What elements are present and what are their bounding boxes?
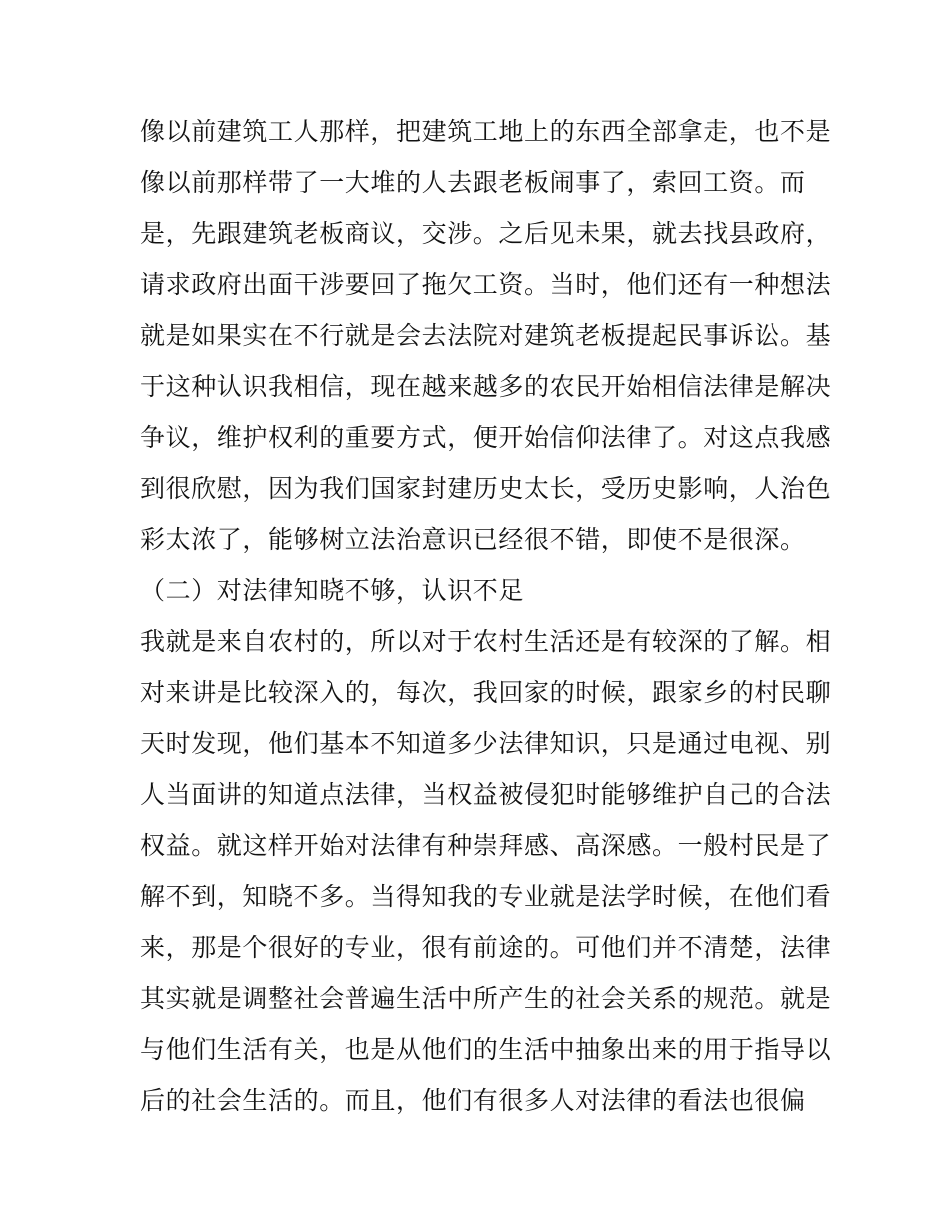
text-line: 像以前建筑工人那样，把建筑工地上的东西全部拿走，也不是 <box>140 117 832 146</box>
text-line: 权益。就这样开始对法律有种崇拜感、高深感。一般村民是了 <box>140 831 832 860</box>
text-line: 其实就是调整社会普遍生活中所产生的社会关系的规范。就是 <box>140 984 832 1013</box>
text-line: 后的社会生活的。而且，他们有很多人对法律的看法也很偏 <box>140 1086 806 1115</box>
text-line: 对来讲是比较深入的，每次，我回家的时候，跟家乡的村民聊 <box>140 678 832 707</box>
body-text <box>140 106 832 1126</box>
text-line: 来，那是个很好的专业，很有前途的。可他们并不清楚，法律 <box>140 933 832 962</box>
section-heading: （二）对法律知晓不够，认识不足 <box>140 576 525 605</box>
text-line: 彩太浓了，能够树立法治意识已经很不错，即使不是很深。 <box>140 525 806 554</box>
text-line: 请求政府出面干涉要回了拖欠工资。当时，他们还有一种想法 <box>140 270 832 299</box>
text-line: 于这种认识我相信，现在越来越多的农民开始相信法律是解决 <box>140 372 832 401</box>
text-line: 解不到，知晓不多。当得知我的专业就是法学时候，在他们看 <box>140 882 832 911</box>
text-line: 是，先跟建筑老板商议，交涉。之后见未果，就去找县政府， <box>140 219 832 248</box>
text-line: 与他们生活有关，也是从他们的生活中抽象出来的用于指导以 <box>140 1035 832 1064</box>
text-line: 争议，维护权利的重要方式，便开始信仰法律了。对这点我感 <box>140 423 832 452</box>
text-line: 就是如果实在不行就是会去法院对建筑老板提起民事诉讼。基 <box>140 321 832 350</box>
text-line: 到很欣慰，因为我们国家封建历史太长，受历史影响，人治色 <box>140 474 832 503</box>
text-line: 像以前那样带了一大堆的人去跟老板闹事了，索回工资。而 <box>140 168 806 197</box>
text-line: 人当面讲的知道点法律，当权益被侵犯时能够维护自己的合法 <box>140 780 832 809</box>
text-line: 天时发现，他们基本不知道多少法律知识，只是通过电视、别 <box>140 729 832 758</box>
text-line: 我就是来自农村的，所以对于农村生活还是有较深的了解。相 <box>140 627 832 656</box>
